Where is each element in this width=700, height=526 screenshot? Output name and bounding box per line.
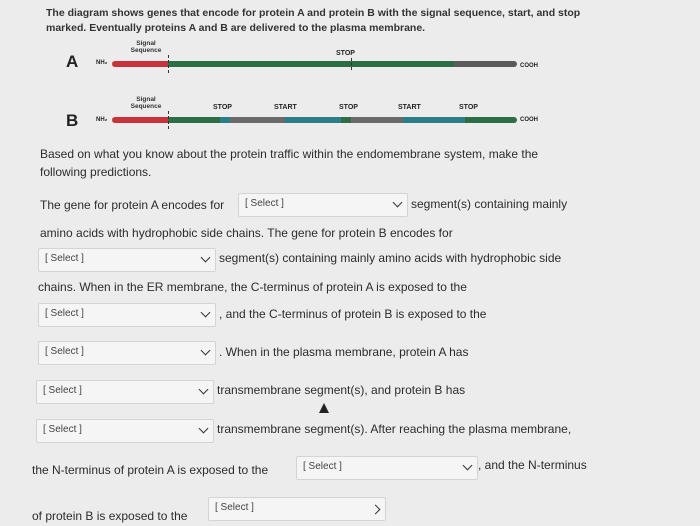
gene-a-stop-label: STOP — [336, 50, 355, 57]
select-2[interactable] — [38, 248, 216, 272]
gene-b-c-terminus: COOH — [520, 117, 538, 123]
gene-b-segment-4 — [285, 117, 341, 123]
gene-b-letter: B — [66, 111, 79, 130]
gene-a-signal-marker — [168, 55, 169, 73]
chevron-down-icon — [199, 424, 209, 434]
gene-b-segment-8 — [465, 117, 517, 123]
gene-b-signal-marker — [168, 111, 169, 129]
gene-b-marker-start-2: START — [398, 104, 421, 111]
q-text-2: amino acids with hydrophobic side chains. The gene for protein B encodes for — [40, 226, 453, 240]
select-5[interactable] — [36, 380, 214, 404]
gene-a-tail-segment — [454, 61, 517, 67]
gene-b-signal-label: Signal Sequence — [130, 96, 162, 110]
select-7-value: [ Select ] — [303, 461, 342, 472]
chevron-down-icon — [201, 253, 211, 263]
select-5-value: [ Select ] — [43, 385, 82, 396]
mouse-cursor-icon — [319, 403, 329, 413]
select-3-value: [ Select ] — [45, 308, 84, 319]
select-8[interactable] — [208, 497, 386, 521]
q-text-1a: The gene for protein A encodes for — [40, 198, 225, 212]
chevron-down-icon — [199, 385, 209, 395]
select-4-value: [ Select ] — [45, 346, 84, 357]
select-4[interactable] — [38, 341, 216, 365]
select-6-value: [ Select ] — [43, 424, 82, 435]
chevron-right-icon — [371, 505, 381, 515]
select-8-value: [ Select ] — [215, 502, 254, 513]
gene-b-segment-1 — [168, 117, 220, 123]
gene-a-body-segment — [168, 61, 454, 67]
gene-a-stop-marker — [351, 58, 352, 70]
q-text-6: . When in the plasma membrane, protein A has — [219, 345, 469, 359]
chevron-down-icon — [463, 461, 473, 471]
chevron-down-icon — [201, 308, 211, 318]
select-6[interactable] — [36, 419, 214, 443]
q-text-7: transmembrane segment(s), and protein B has — [217, 383, 466, 397]
q-text-4: chains. When in the ER membrane, the C-terminus of protein A is exposed to the — [38, 280, 467, 294]
gene-b-segment-3 — [230, 117, 285, 123]
gene-b-marker-stop-1: STOP — [213, 104, 232, 111]
q-text-9a: the N-terminus of protein A is exposed to the — [32, 463, 269, 477]
q-text-10: of protein B is exposed to the — [32, 509, 188, 523]
select-1-value: [ Select ] — [245, 198, 284, 209]
q-text-3: segment(s) containing mainly amino acids with hydrophobic side — [219, 251, 562, 265]
q-text-5: , and the C-terminus of protein B is exposed to the — [219, 307, 487, 321]
gene-a-c-terminus: COOH — [520, 63, 538, 69]
select-1[interactable] — [238, 193, 408, 217]
select-2-value: [ Select ] — [45, 253, 84, 264]
instruction-text: Based on what you know about the protein traffic within the endomembrane system, make the following predictions. — [40, 147, 539, 179]
q-text-1b: segment(s) containing mainly — [411, 197, 568, 211]
gene-a-signal-segment — [112, 61, 168, 67]
gene-a-n-terminus: NH₂ — [96, 60, 108, 66]
gene-b-segment-2 — [220, 117, 230, 123]
gene-b-n-terminus: NH₂ — [96, 117, 108, 123]
gene-a-letter: A — [66, 52, 79, 71]
gene-b-segment-6 — [351, 117, 403, 123]
gene-a-bar — [112, 61, 517, 67]
select-3[interactable] — [38, 303, 216, 327]
gene-b-bar — [112, 117, 517, 123]
gene-b-marker-stop-3: STOP — [459, 104, 478, 111]
gene-a-signal-label: Signal Sequence — [130, 40, 162, 54]
gene-b-marker-start-1: START — [274, 104, 297, 111]
chevron-down-icon — [201, 346, 211, 356]
gene-b-signal-segment — [112, 117, 168, 123]
select-7[interactable] — [296, 456, 478, 480]
gene-b-marker-stop-2: STOP — [339, 104, 358, 111]
gene-b-segment-5 — [341, 117, 351, 123]
q-text-8: transmembrane segment(s). After reaching the plasma membrane, — [217, 422, 572, 436]
intro-text: The diagram shows genes that encode for protein A and protein B with the signal sequence, start, and stop marked. Eventually proteins A and B are delivered to the plasma membrane. — [46, 7, 581, 34]
gene-b-segment-7 — [403, 117, 465, 123]
chevron-down-icon — [393, 198, 403, 208]
q-text-9b: , and the N-terminus — [478, 458, 587, 472]
